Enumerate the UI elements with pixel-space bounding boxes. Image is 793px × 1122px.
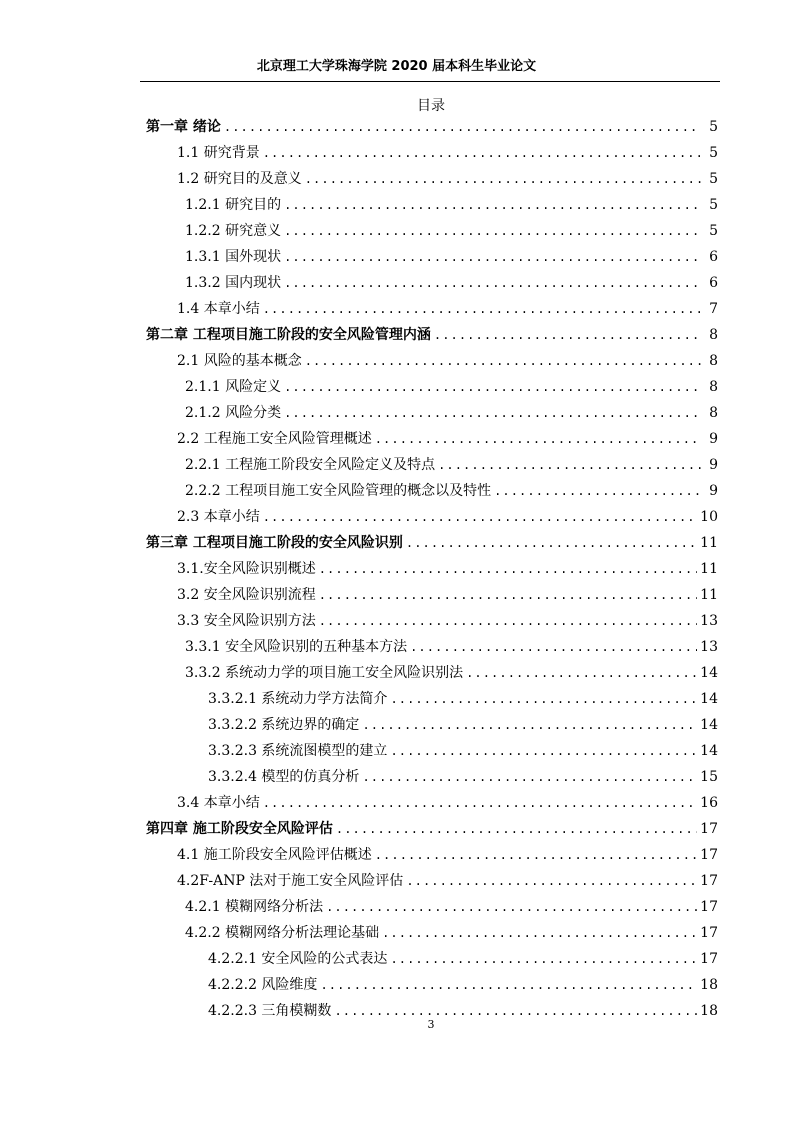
toc-entry-page: 17 bbox=[700, 925, 718, 941]
toc-entry-page: 5 bbox=[709, 197, 718, 213]
toc-entry[interactable] bbox=[185, 636, 718, 658]
toc-entry-page: 5 bbox=[709, 119, 718, 135]
toc-entry-page: 8 bbox=[709, 379, 718, 395]
toc-entry-page: 13 bbox=[700, 613, 718, 629]
toc-entry-label: 3.3.2.1 系统动力学方法简介 bbox=[208, 691, 388, 707]
toc-entry-label: 4.2F-ANP 法对于施工安全风险评估 bbox=[177, 873, 404, 889]
toc-entry-label: 1.2.2 研究意义 bbox=[185, 223, 282, 239]
toc-entry-label: 3.4 本章小结 bbox=[177, 795, 260, 811]
toc-chapter-entry[interactable] bbox=[146, 532, 718, 554]
toc-leader-dots bbox=[406, 532, 697, 554]
toc-entry-label: 1.2 研究目的及意义 bbox=[177, 171, 302, 187]
toc-entry-label: 1.3.1 国外现状 bbox=[185, 249, 282, 265]
toc-entry[interactable] bbox=[177, 428, 718, 450]
toc-entry-page: 14 bbox=[700, 691, 718, 707]
toc-entry-label: 2.1.2 风险分类 bbox=[185, 405, 282, 421]
toc-leader-dots bbox=[284, 376, 701, 398]
toc-leader-dots bbox=[319, 584, 697, 606]
toc-entry-label: 1.2.1 研究目的 bbox=[185, 197, 282, 213]
toc-entry-label: 第四章 施工阶段安全风险评估 bbox=[146, 821, 333, 837]
toc-entry[interactable] bbox=[185, 480, 718, 502]
toc-leader-dots bbox=[319, 558, 697, 580]
toc-entry[interactable] bbox=[208, 974, 718, 996]
toc-entry[interactable] bbox=[185, 402, 718, 424]
toc-entry-label: 3.1.安全风险识别概述 bbox=[177, 561, 316, 577]
toc-entry[interactable] bbox=[185, 272, 718, 294]
toc-entry-label: 1.3.2 国内现状 bbox=[185, 275, 282, 291]
toc-entry-page: 18 bbox=[700, 977, 718, 993]
toc-entry-page: 17 bbox=[700, 873, 718, 889]
toc-leader-dots bbox=[305, 168, 701, 190]
toc-entry[interactable] bbox=[177, 610, 718, 632]
toc-entry-label: 2.2.2 工程项目施工安全风险管理的概念以及特性 bbox=[185, 483, 492, 499]
toc-leader-dots bbox=[284, 246, 701, 268]
toc-entry-label: 3.3 安全风险识别方法 bbox=[177, 613, 316, 629]
toc-entry-label: 1.4 本章小结 bbox=[177, 301, 260, 317]
toc-leader-dots bbox=[336, 818, 697, 840]
toc-entry-page: 13 bbox=[700, 639, 718, 655]
toc-leader-dots bbox=[263, 298, 701, 320]
toc-leader-dots bbox=[494, 480, 701, 502]
toc-entry-label: 3.3.2.2 系统边界的确定 bbox=[208, 717, 360, 733]
toc-entry[interactable] bbox=[185, 246, 718, 268]
toc-title: 目录 bbox=[417, 98, 445, 114]
toc-entry-page: 11 bbox=[700, 561, 718, 577]
toc-entry[interactable] bbox=[185, 376, 718, 398]
toc-entry-label: 2.1.1 风险定义 bbox=[185, 379, 282, 395]
toc-entry-page: 14 bbox=[700, 665, 718, 681]
toc-leader-dots bbox=[263, 792, 697, 814]
toc-entry-page: 9 bbox=[709, 457, 718, 473]
toc-entry-page: 10 bbox=[700, 509, 718, 525]
toc-entry-label: 3.2 安全风险识别流程 bbox=[177, 587, 316, 603]
toc-entry-label: 4.1 施工阶段安全风险评估概述 bbox=[177, 847, 372, 863]
toc-leader-dots bbox=[224, 116, 701, 138]
toc-entry-page: 14 bbox=[700, 743, 718, 759]
toc-entry[interactable] bbox=[185, 922, 718, 944]
toc-leader-dots bbox=[410, 636, 697, 658]
toc-entry[interactable] bbox=[177, 168, 718, 190]
toc-entry[interactable] bbox=[185, 454, 718, 476]
toc-entry[interactable] bbox=[177, 558, 718, 580]
toc-entry[interactable] bbox=[208, 766, 718, 788]
toc-entry-page: 6 bbox=[709, 275, 718, 291]
toc-entry[interactable] bbox=[208, 688, 718, 710]
toc-leader-dots bbox=[390, 688, 697, 710]
toc-entry-page: 18 bbox=[700, 1003, 718, 1019]
toc-leader-dots bbox=[263, 506, 697, 528]
toc-entry-page: 11 bbox=[700, 587, 718, 603]
toc-entry-page: 9 bbox=[709, 483, 718, 499]
toc-entry-label: 4.2.2.2 风险维度 bbox=[208, 977, 318, 993]
toc-entry-label: 4.2.2.3 三角模糊数 bbox=[208, 1003, 332, 1019]
toc-entry[interactable] bbox=[208, 714, 718, 736]
toc-chapter-entry[interactable] bbox=[146, 818, 718, 840]
toc-leader-dots bbox=[382, 922, 697, 944]
toc-entry-page: 5 bbox=[709, 223, 718, 239]
toc-entry-page: 15 bbox=[700, 769, 718, 785]
toc-entry[interactable] bbox=[177, 792, 718, 814]
toc-chapter-entry[interactable] bbox=[146, 116, 718, 138]
toc-leader-dots bbox=[434, 324, 701, 346]
toc-entry-label: 4.2.1 模糊网络分析法 bbox=[185, 899, 324, 915]
toc-entry-label: 4.2.2 模糊网络分析法理论基础 bbox=[185, 925, 380, 941]
toc-entry[interactable] bbox=[185, 662, 718, 684]
toc-entry-page: 17 bbox=[700, 847, 718, 863]
toc-leader-dots bbox=[284, 272, 701, 294]
toc-entry[interactable] bbox=[177, 870, 718, 892]
toc-entry-label: 第一章 绪论 bbox=[146, 119, 221, 135]
toc-entry-page: 17 bbox=[700, 951, 718, 967]
toc-entry-page: 16 bbox=[700, 795, 718, 811]
toc-leader-dots bbox=[305, 350, 701, 372]
toc-chapter-entry[interactable] bbox=[146, 324, 718, 346]
toc-entry-page: 7 bbox=[709, 301, 718, 317]
toc-leader-dots bbox=[284, 220, 701, 242]
toc-entry-label: 3.3.1 安全风险识别的五种基本方法 bbox=[185, 639, 408, 655]
toc-entry-page: 5 bbox=[709, 171, 718, 187]
toc-entry-label: 1.1 研究背景 bbox=[177, 145, 260, 161]
toc-leader-dots bbox=[319, 610, 697, 632]
toc-entry[interactable] bbox=[177, 584, 718, 606]
toc-entry-page: 14 bbox=[700, 717, 718, 733]
toc-entry-label: 2.2.1 工程施工阶段安全风险定义及特点 bbox=[185, 457, 436, 473]
toc-entry[interactable] bbox=[185, 194, 718, 216]
toc-leader-dots bbox=[390, 948, 697, 970]
toc-entry-page: 8 bbox=[709, 353, 718, 369]
toc-entry[interactable] bbox=[208, 948, 718, 970]
toc-entry-label: 2.1 风险的基本概念 bbox=[177, 353, 302, 369]
toc-entry-label: 第三章 工程项目施工阶段的安全风险识别 bbox=[146, 535, 403, 551]
toc-entry-page: 8 bbox=[709, 405, 718, 421]
toc-leader-dots bbox=[406, 870, 697, 892]
toc-entry[interactable] bbox=[177, 142, 718, 164]
toc-leader-dots bbox=[263, 142, 701, 164]
page-number: 3 bbox=[427, 1018, 435, 1031]
toc-leader-dots bbox=[326, 896, 697, 918]
toc-leader-dots bbox=[320, 974, 697, 996]
toc-entry-page: 17 bbox=[700, 821, 718, 837]
toc-entry-label: 4.2.2.1 安全风险的公式表达 bbox=[208, 951, 388, 967]
toc-entry-label: 2.3 本章小结 bbox=[177, 509, 260, 525]
toc-leader-dots bbox=[375, 428, 701, 450]
toc-entry-label: 3.3.2.4 模型的仿真分析 bbox=[208, 769, 360, 785]
toc-leader-dots bbox=[375, 844, 697, 866]
toc-entry-label: 第二章 工程项目施工阶段的安全风险管理内涵 bbox=[146, 327, 431, 343]
toc-entry[interactable] bbox=[185, 896, 718, 918]
toc-leader-dots bbox=[362, 714, 697, 736]
toc-entry-page: 9 bbox=[709, 431, 718, 447]
toc-entry[interactable] bbox=[185, 220, 718, 242]
toc-leader-dots bbox=[438, 454, 701, 476]
toc-leader-dots bbox=[466, 662, 697, 684]
header-rule bbox=[140, 81, 720, 82]
toc-entry-label: 3.3.2 系统动力学的项目施工安全风险识别法 bbox=[185, 665, 464, 681]
toc-leader-dots bbox=[284, 402, 701, 424]
toc-leader-dots bbox=[390, 740, 697, 762]
toc-entry-page: 6 bbox=[709, 249, 718, 265]
toc-entry-page: 8 bbox=[709, 327, 718, 343]
toc-entry-page: 11 bbox=[700, 535, 718, 551]
page-header: 北京理工大学珠海学院 2020 届本科生毕业论文 bbox=[256, 59, 537, 74]
toc-leader-dots bbox=[284, 194, 701, 216]
toc-leader-dots bbox=[362, 766, 697, 788]
toc-entry-label: 2.2 工程施工安全风险管理概述 bbox=[177, 431, 372, 447]
toc-entry[interactable] bbox=[177, 506, 718, 528]
toc-entry[interactable] bbox=[177, 350, 718, 372]
toc-entry[interactable] bbox=[177, 298, 718, 320]
toc-entry-page: 5 bbox=[709, 145, 718, 161]
toc-entry-page: 17 bbox=[700, 899, 718, 915]
toc-entry[interactable] bbox=[177, 844, 718, 866]
toc-entry[interactable] bbox=[208, 740, 718, 762]
toc-entry-label: 3.3.2.3 系统流图模型的建立 bbox=[208, 743, 388, 759]
